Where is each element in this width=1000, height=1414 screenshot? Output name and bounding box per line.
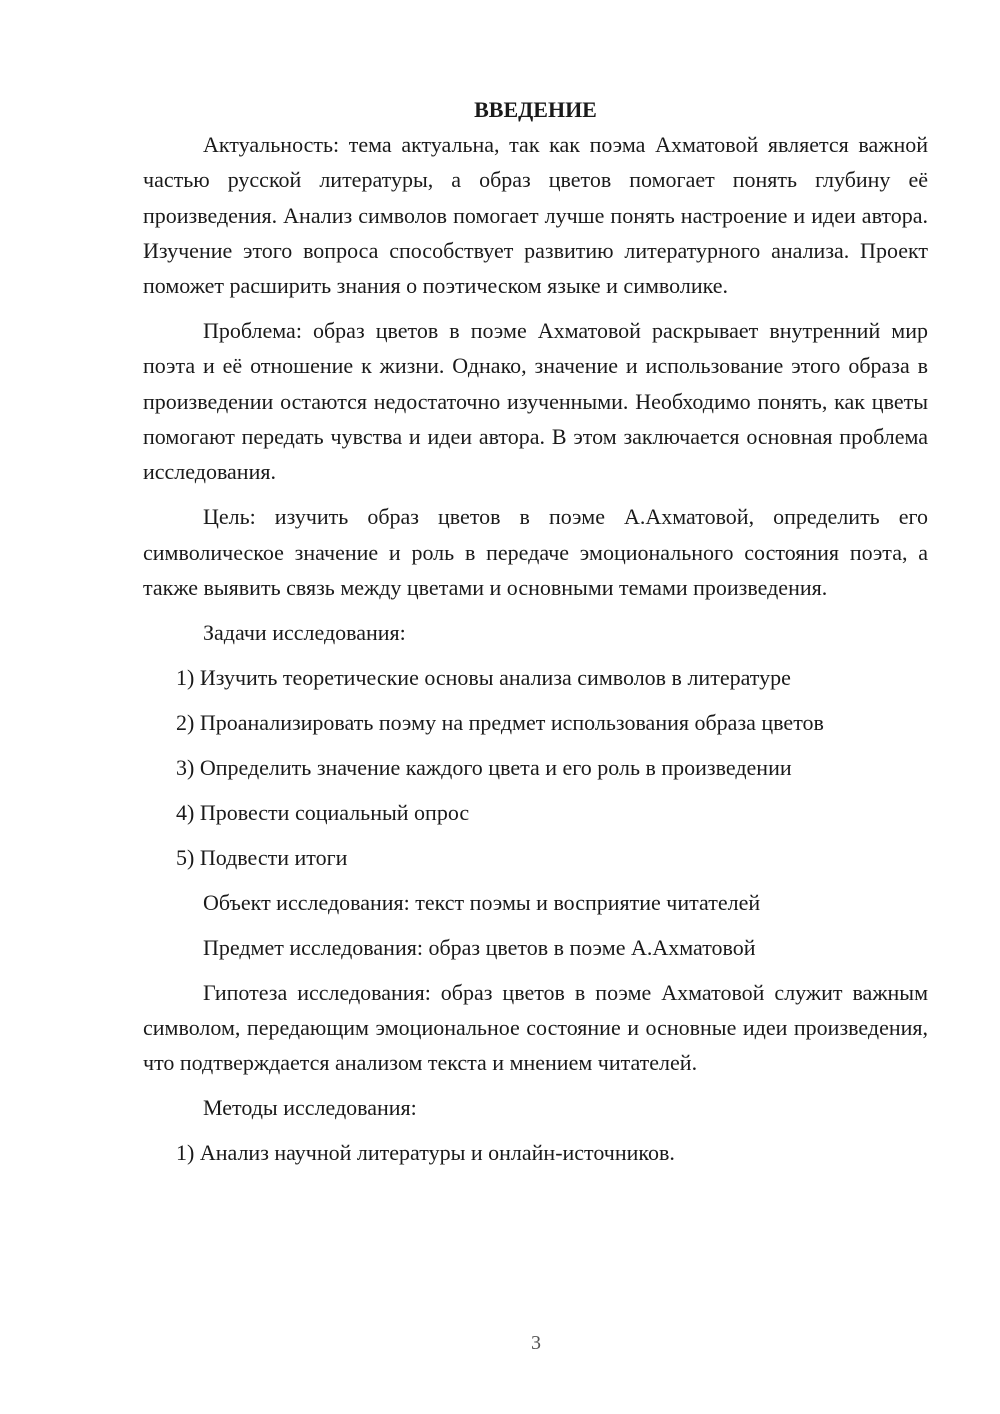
document-page: [143, 92, 928, 1180]
page-number: 3: [531, 1332, 541, 1354]
hypothesis-paragraph: Гипотеза исследования: образ цветов в поэме Ахматовой служит важным символом, передающим эмоциональное состояние и основные идеи произведения, что подтверждается анализом текста и мнением читателей.: [143, 979, 928, 1076]
relevance-paragraph: Актуальность: тема актуальна, так как поэма Ахматовой является важной частью русской литературы, а образ цветов помогает понять глубину её произведения. Анализ символов помогает лучше понять настроение и идеи автора. Изучение этого вопроса способствует развитию литературного анализа. Проект поможет расширить знания о поэтическом языке и символике.: [143, 132, 928, 299]
goal-paragraph: Цель: изучить образ цветов в поэме А.Ахматовой, определить его символическое значение и роль в передаче эмоционального состояния поэта, а также выявить связь между цветами и основными темами произведения.: [143, 504, 928, 600]
tasks-title: Задачи исследования:: [203, 619, 406, 645]
section-heading: ВВЕДЕНИЕ: [474, 97, 597, 122]
methods-title: Методы исследования:: [203, 1095, 417, 1121]
task-item-1: 1) Изучить теоретические основы анализа символов в литературе: [176, 664, 791, 690]
task-item-2: 2) Проанализировать поэму на предмет использования образа цветов: [176, 709, 824, 735]
object-line: Объект исследования: текст поэмы и восприятие читателей: [203, 889, 761, 915]
method-item-1: 1) Анализ научной литературы и онлайн-источников.: [176, 1140, 675, 1166]
task-item-3: 3) Определить значение каждого цвета и его роль в произведении: [176, 754, 792, 780]
problem-paragraph: Проблема: образ цветов в поэме Ахматовой раскрывает внутренний мир поэта и её отношение к жизни. Однако, значение и использование этого образа в произведении остаются недостаточно изученными. Необходимо понять, как цветы помогают передать чувства и идеи автора. В этом заключается основная проблема исследования.: [143, 318, 928, 485]
task-item-5: 5) Подвести итоги: [176, 844, 348, 870]
task-item-4: 4) Провести социальный опрос: [176, 799, 470, 825]
subject-line: Предмет исследования: образ цветов в поэме А.Ахматовой: [203, 934, 756, 960]
